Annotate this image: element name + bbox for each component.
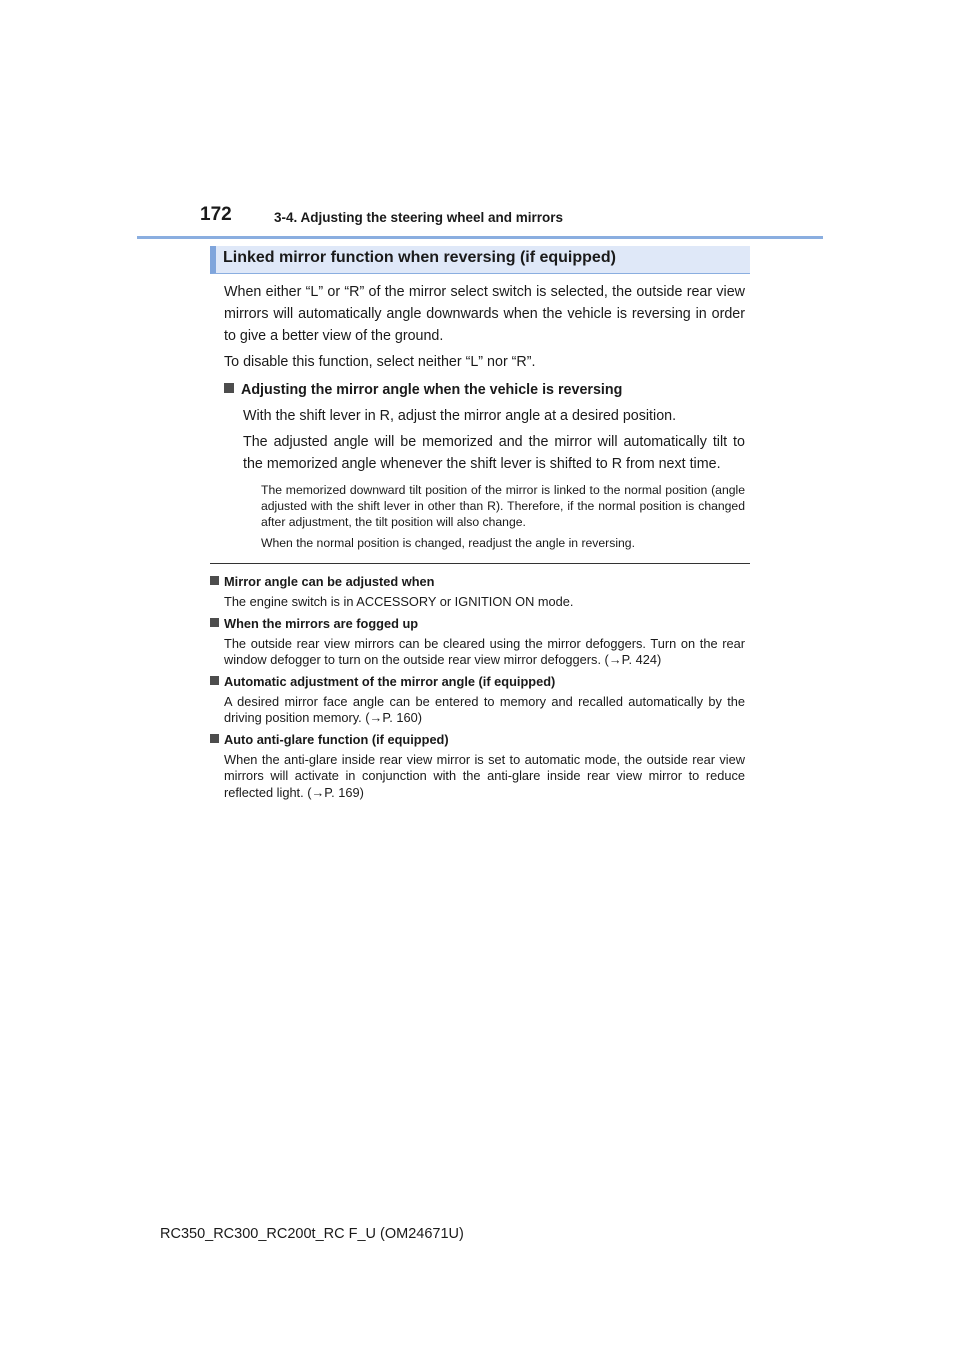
section-heading	[210, 246, 750, 274]
info-heading: When the mirrors are fogged up	[210, 615, 750, 632]
section-title: 3-4. Adjusting the steering wheel and mirrors	[274, 210, 564, 225]
note-tilt-position: The memorized downward tilt position of the mirror is linked to the normal position (angle adjusted with the shift lever in other than R). Therefore, if the normal position is changed after adjustment, the tilt position will also change.	[261, 483, 745, 529]
paragraph-disable: To disable this function, select neither “L” nor “R”.	[224, 354, 536, 370]
square-bullet-icon	[210, 734, 219, 743]
info-text: The engine switch is in ACCESSORY or IGNITION ON mode.	[224, 594, 574, 609]
note-readjust: When the normal position is changed, readjust the angle in reversing.	[261, 536, 635, 550]
info-heading: Auto anti-glare function (if equipped)	[210, 731, 750, 748]
square-bullet-icon	[210, 576, 219, 585]
section-heading-text: Linked mirror function when reversing (if equipped)	[223, 249, 616, 266]
info-text: A desired mirror face angle can be entered to memory and recalled automatically by the driving position memory. (→P. 160)	[224, 694, 745, 726]
info-heading: Automatic adjustment of the mirror angle (if equipped)	[210, 673, 750, 690]
sub-paragraph-adjust: With the shift lever in R, adjust the mirror angle at a desired position.	[243, 408, 677, 424]
info-text: The outside rear view mirrors can be cleared using the mirror defoggers. Turn on the rear window defogger to turn on the outside rear view mirror defoggers. (→P. 424)	[224, 636, 745, 668]
divider	[210, 563, 750, 564]
page-number: 172	[200, 204, 232, 225]
square-bullet-icon	[210, 676, 219, 685]
square-bullet-icon	[210, 618, 219, 627]
info-text: When the anti-glare inside rear view mirror is set to automatic mode, the outside rear view mirrors will activate in conjunction with the anti-glare inside rear view mirror to reduce reflected light. (→P. 169)	[224, 752, 745, 800]
footer-model-code: RC350_RC300_RC200t_RC F_U (OM24671U)	[160, 1226, 464, 1242]
paragraph-intro: When either “L” or “R” of the mirror select switch is selected, the outside rear view mirrors will automatically angle downwards when the vehicle is reversing in order to give a better view of the ground.	[224, 284, 745, 344]
page-header	[137, 200, 823, 239]
subheading	[224, 379, 745, 401]
subheading-text: Adjusting the mirror angle when the vehicle is reversing	[241, 382, 623, 398]
square-bullet-icon	[224, 383, 234, 393]
sub-paragraph-memorize: The adjusted angle will be memorized and the mirror will automatically tilt to the memorized angle whenever the shift lever is shifted to R from next time.	[243, 434, 745, 472]
info-heading: Mirror angle can be adjusted when	[210, 573, 750, 590]
